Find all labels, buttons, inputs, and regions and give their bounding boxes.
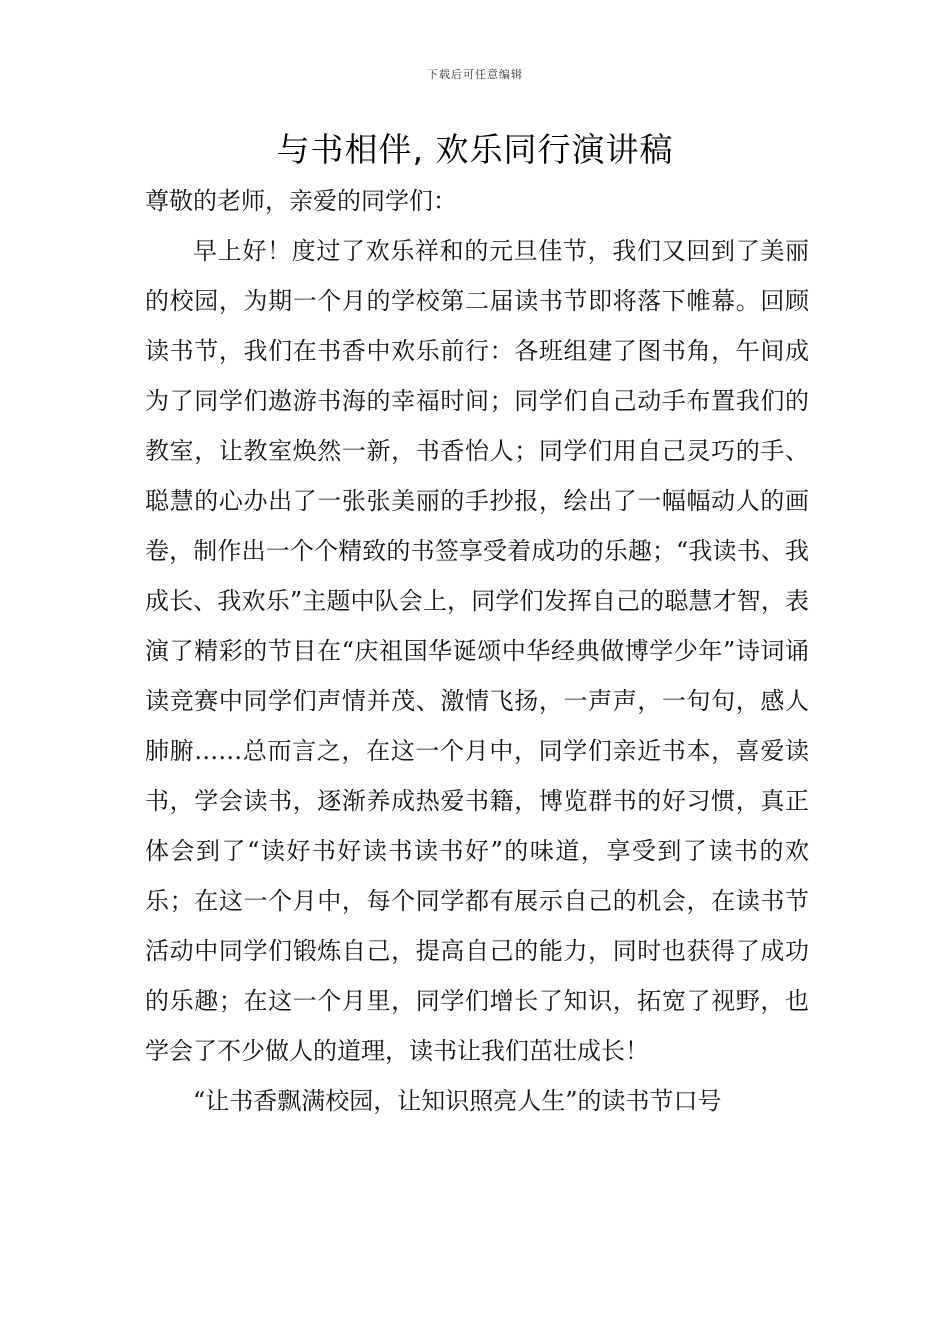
document-title: 与书相伴, 欢乐同行演讲稿 [276,130,674,169]
paragraph: “让书香飘满校园，让知识照亮人生”的读书节口号 [193,1087,722,1115]
document-body [145,176,809,1126]
header-note: 下载后可任意编辑 [427,68,523,81]
salutation: 尊敬的老师，亲爱的同学们： [145,187,457,215]
paragraph: 早上好！度过了欢乐祥和的元旦佳节，我们又回到了美丽的校园，为期一个月的学校第二届读书节即将落下帷幕。回顾读书节，我们在书香中欢乐前行：各班组建了图书角，午间成为了同学们遨游书海的幸福时间；同学们自己动手布置我们的教室，让教室焕然一新，书香怡人；同学们用自己灵巧的手、聪慧的心办出了一张张美丽的手抄报，绘出了一幅幅动人的画卷，制作出一个个精致的书签享受着成功的乐趣；“我读书、我成长、我欢乐”主题中队会上，同学们发挥自己的聪慧才智，表演了精彩的节目在“庆祖国华诞颂中华经典做博学少年”诗词诵读竞赛中同学们声情并茂、激情飞扬，一声声，一句句，感人肺腑……总而言之，在这一个月中，同学们亲近书本，喜爱读书，学会读书，逐渐养成热爱书籍，博览群书的好习惯，真正体会到了“读好书好读书读书好”的味道，享受到了读书的欢乐；在这一个月中，每个同学都有展示自己的机会，在读书节活动中同学们锻炼自己，提高自己的能力，同时也获得了成功的乐趣；在这一个月里，同学们增长了知识，拓宽了视野，也学会了不少做人的道理，读书让我们茁壮成长！ [145,237,809,1065]
